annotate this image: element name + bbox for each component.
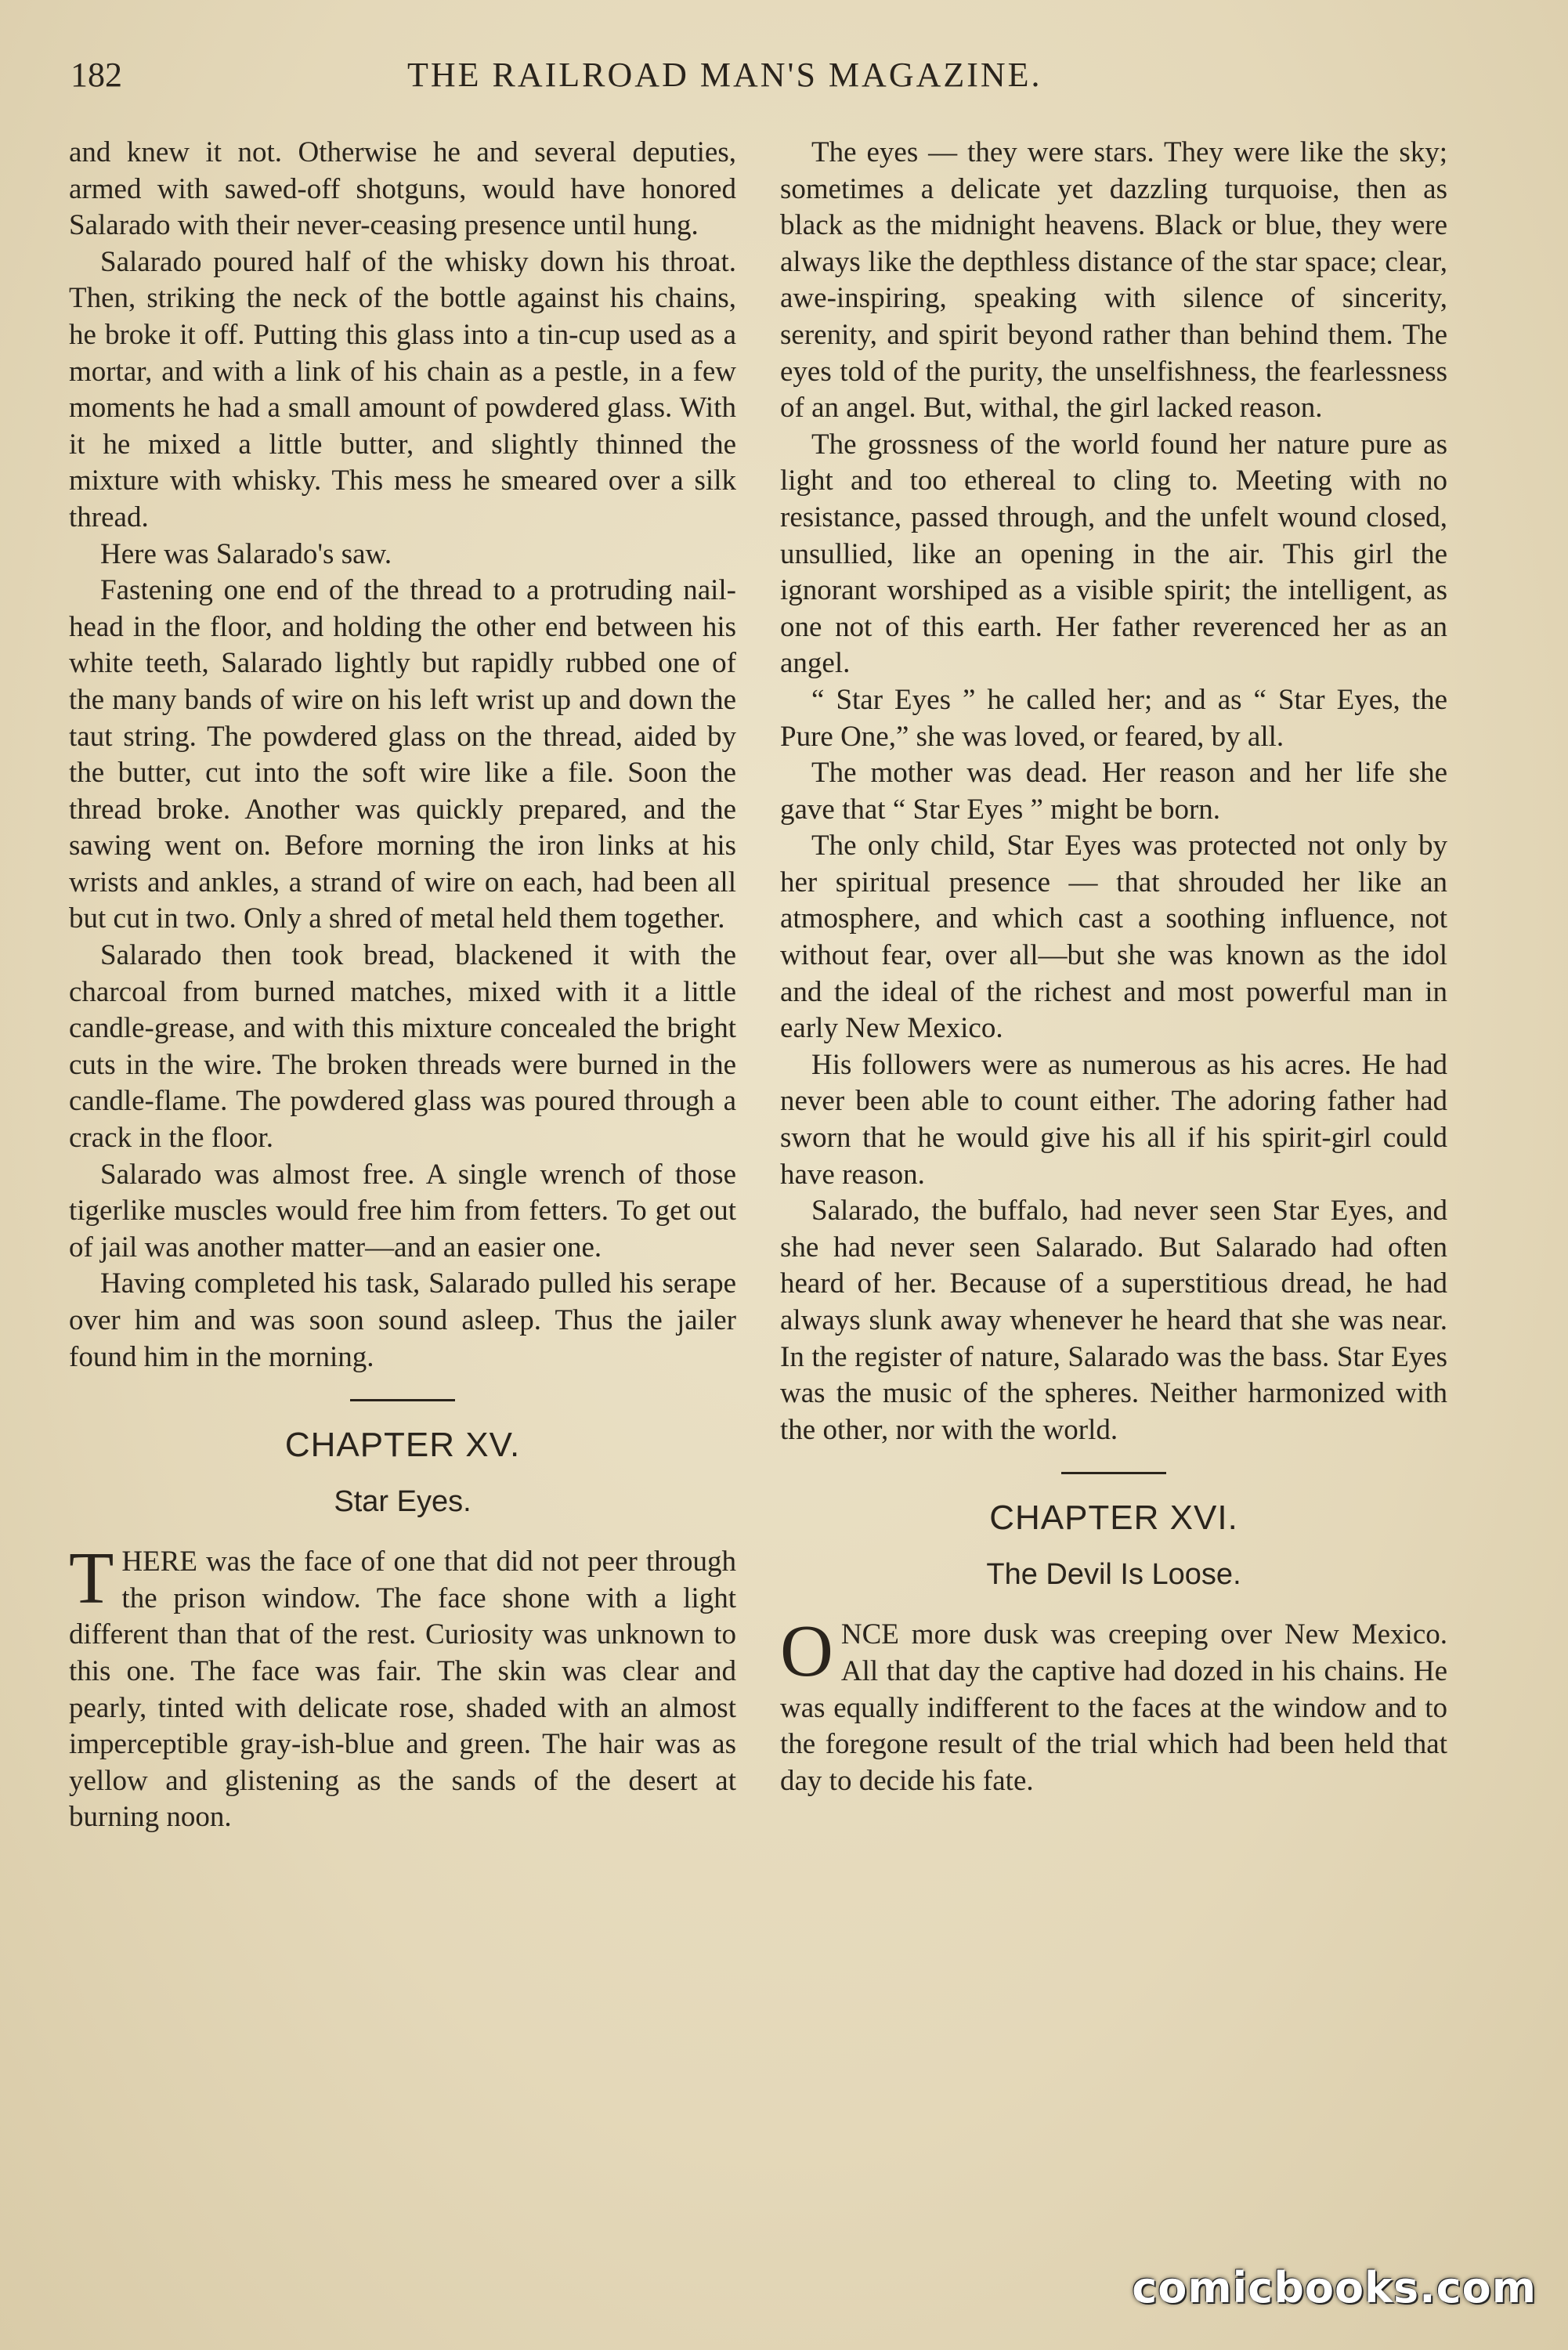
drop-cap: O (780, 1611, 833, 1693)
paragraph: The mother was dead. Her reason and her life she gave that “ Star Eyes ” might be born. (780, 757, 1447, 826)
section-divider (1061, 1472, 1166, 1474)
right-column (780, 135, 1447, 1799)
paragraph-with-dropcap (780, 1611, 1447, 1799)
paragraph: His followers were as numerous as his acres. He had never been able to count either. The adoring father had sworn that he would give his all if his spirit-girl could have reason. (780, 1048, 1447, 1191)
chapter-title: CHAPTER XVI. (989, 1499, 1238, 1538)
running-head: THE RAILROAD MAN'S MAGAZINE. (407, 56, 1042, 94)
paragraph: The grossness of the world found her nature pure as light and too ethereal to cling to. Meeting with no resistance, passed through, and the unfelt wound closed, unsullied, like an opening in the air. This girl the ignorant worshiped as a visible spirit; the intelligent, as one not of this earth. Her father reverenced her as an angel. (780, 428, 1447, 680)
paragraph: Here was Salarado's saw. (100, 537, 392, 570)
watermark: comicbooks.com (1132, 2263, 1537, 2312)
paragraph: Salarado, the buffalo, had never seen Star Eyes, and she had never seen Salarado. But Salarado had often heard of her. Because of a superstitious dread, he had always slunk away whenever he heard that she was near. In the register of nature, Salarado was the bass. Star Eyes was the music of the spheres. Neither harmonized with the other, nor with the world. (780, 1195, 1447, 1446)
paragraph: and knew it not. Otherwise he and several deputies, armed with sawed-off shotguns, would have honored Salarado with their never-ceasing presence until hung. (69, 136, 736, 242)
paragraph: The eyes — they were stars. They were like the sky; sometimes a delicate yet dazzling turquoise, then as black as the midnight heavens. Black or blue, they were always like the depthless distance of the star space; clear, awe-inspiring, speaking with silence of sincerity, serenity, and spirit beyond rather than behind them. The eyes told of the purity, the unselfishness, the fearlessness of an angel. But, withal, the girl lacked reason. (780, 136, 1447, 425)
paragraph: “ Star Eyes ” he called her; and as “ Star Eyes, the Pure One,” she was loved, or feared, by all. (780, 683, 1447, 753)
paragraph: Salarado poured half of the whisky down his throat. Then, striking the neck of the bottle against his chains, he broke it off. Putting this glass into a tin-cup used as a mortar, and with a link of his chain as a pestle, in a few moments he had a small amount of powdered glass. With it he mixed a little butter, and slightly thinned the mixture with whisky. This mess he smeared over a silk thread. (69, 245, 736, 533)
chapter-subtitle: The Devil Is Loose. (986, 1558, 1241, 1592)
paragraph: Salarado then took bread, blackened it with the charcoal from burned matches, mixed with it a little candle-grease, and with this mixture concealed the bright cuts in the wire. The broken threads were burned in the candle-flame. The powdered glass was poured through a crack in the floor. (69, 939, 736, 1155)
section-divider (350, 1399, 455, 1401)
page-header (70, 55, 1480, 102)
paragraph: The only child, Star Eyes was protected not only by her spiritual presence — that shrouded her like an atmosphere, and which cast a soothing influence, not without fear, over all—but she was known as the idol and the ideal of the richest and most powerful man in early New Mexico. (780, 830, 1447, 1045)
paragraph: Salarado was almost free. A single wrench of those tigerlike muscles would free him from fetters. To get out of jail was another matter—and an easier one. (69, 1158, 736, 1264)
chapter-subtitle: Star Eyes. (334, 1485, 471, 1519)
paragraph-text: HERE was the face of one that did not peer through the prison window. The face shone with a light different than that of the rest. Curiosity was unknown to this one. The face was fair. The skin was clear and pearly, tinted with delicate rose, shaded with an almost imperceptible gray-ish-blue and green. The hair was as yellow and glistening as the sands of the desert at burning noon. (69, 1546, 736, 1834)
drop-cap: T (69, 1538, 114, 1620)
page-number: 182 (70, 56, 122, 94)
paragraph-text: NCE more dusk was creeping over New Mexico. All that day the captive had dozed in his chains. He was equally indifferent to the faces at the window and to the foregone result of the trial which had been held that day to decide his fate. (780, 1618, 1447, 1797)
paragraph: Having completed his task, Salarado pulled his serape over him and was soon sound asleep. Thus the jailer found him in the morning. (69, 1267, 736, 1373)
chapter-title: CHAPTER XV. (284, 1426, 521, 1465)
left-column (69, 135, 736, 1836)
paragraph: Fastening one end of the thread to a protruding nail-head in the floor, and holding the other end between his white teeth, Salarado lightly but rapidly rubbed one of the many bands of wire on his left wrist up and down the taut string. The powdered glass on the thread, aided by the butter, cut into the soft wire like a file. Soon the thread broke. Another was quickly prepared, and the sawing went on. Before morning the iron links at his wrists and ankles, a strand of wire on each, had been all but cut in two. Only a shred of metal held them together. (69, 574, 736, 935)
paragraph-with-dropcap (69, 1538, 736, 1836)
